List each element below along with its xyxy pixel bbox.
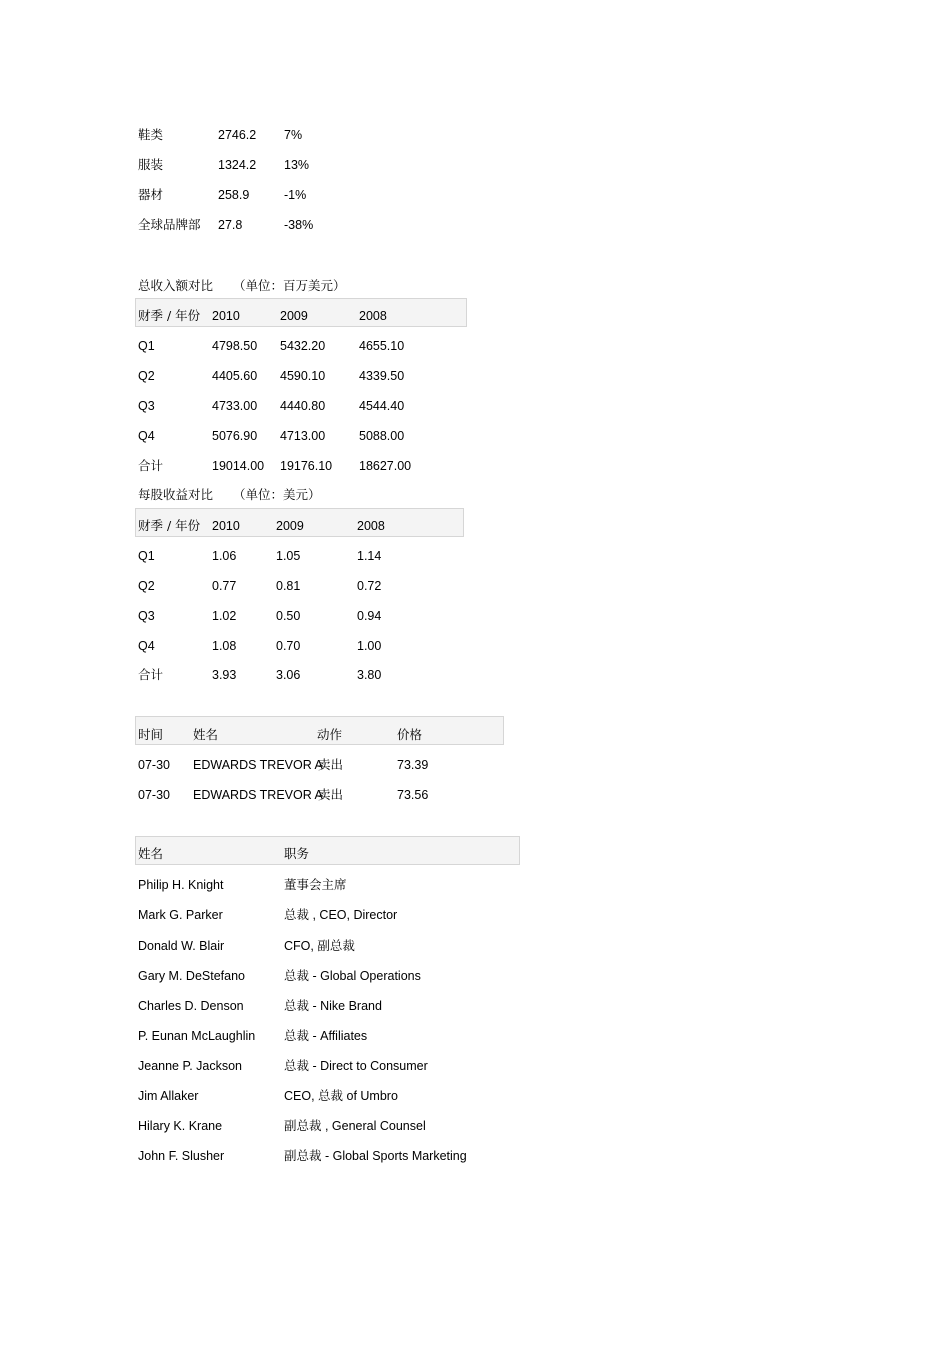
eps-title — [138, 485, 321, 505]
value-cell: 19176.10 — [280, 459, 333, 473]
person-name: Charles D. Denson — [138, 999, 244, 1013]
segment-value: 27.8 — [218, 218, 243, 232]
value-cell: 3.06 — [276, 668, 301, 682]
value-cell: 4339.50 — [359, 369, 405, 383]
column-header: 财季 / 年份 — [138, 308, 201, 323]
total-label: 合计 — [138, 458, 164, 473]
quarter-cell: Q2 — [138, 579, 155, 593]
segment-change: -38% — [284, 218, 314, 232]
value-cell: 19014.00 — [212, 459, 265, 473]
date-cell: 07-30 — [138, 758, 170, 772]
value-cell: 4798.50 — [212, 339, 258, 353]
price-cell: 73.39 — [397, 758, 429, 772]
quarter-cell: Q1 — [138, 549, 155, 563]
price-cell: 73.56 — [397, 788, 429, 802]
value-cell: 1.08 — [212, 639, 237, 653]
column-header: 姓名 — [138, 846, 164, 861]
revenue-title — [138, 276, 346, 296]
action-cell: 卖出 — [318, 757, 344, 772]
column-header: 2010 — [212, 519, 240, 533]
value-cell: 18627.00 — [359, 459, 412, 473]
person-name: John F. Slusher — [138, 1149, 225, 1163]
column-header: 价格 — [397, 727, 423, 742]
column-header: 时间 — [138, 727, 164, 742]
segment-name: 鞋类 — [138, 127, 164, 142]
column-header: 财季 / 年份 — [138, 518, 201, 533]
person-title: 总裁 - Global Operations — [284, 969, 421, 983]
value-cell: 0.94 — [357, 609, 382, 623]
value-cell: 4590.10 — [280, 369, 326, 383]
person-name: Mark G. Parker — [138, 908, 223, 922]
quarter-cell: Q3 — [138, 399, 155, 413]
value-cell: 0.81 — [276, 579, 301, 593]
person-name: Jim Allaker — [138, 1089, 199, 1103]
value-cell: 0.70 — [276, 639, 301, 653]
segment-name: 全球品牌部 — [138, 217, 201, 232]
value-cell: 0.72 — [357, 579, 382, 593]
value-cell: 3.80 — [357, 668, 382, 682]
value-cell: 4713.00 — [280, 429, 326, 443]
value-cell: 0.50 — [276, 609, 301, 623]
segment-value: 258.9 — [218, 188, 250, 202]
value-cell: 3.93 — [212, 668, 237, 682]
action-cell: 卖出 — [318, 787, 344, 802]
value-cell: 1.05 — [276, 549, 301, 563]
segment-change: -1% — [284, 188, 307, 202]
segment-change: 7% — [284, 128, 303, 142]
quarter-cell: Q4 — [138, 639, 155, 653]
value-cell: 5076.90 — [212, 429, 258, 443]
segment-name: 器材 — [138, 187, 164, 202]
column-header: 姓名 — [193, 727, 219, 742]
date-cell: 07-30 — [138, 788, 170, 802]
value-cell: 0.77 — [212, 579, 237, 593]
person-title: CEO, 总裁 of Umbro — [284, 1089, 398, 1103]
segment-value: 2746.2 — [218, 128, 257, 142]
column-header: 2009 — [280, 309, 308, 323]
segment-value: 1324.2 — [218, 158, 257, 172]
value-cell: 1.06 — [212, 549, 237, 563]
value-cell: 1.02 — [212, 609, 237, 623]
person-title: 董事会主席 — [284, 878, 347, 892]
column-header: 职务 — [284, 846, 310, 861]
name-cell: EDWARDS TREVOR A — [193, 788, 323, 802]
quarter-cell: Q2 — [138, 369, 155, 383]
value-cell: 1.14 — [357, 549, 382, 563]
person-name: Philip H. Knight — [138, 878, 224, 892]
name-cell: EDWARDS TREVOR A — [193, 758, 323, 772]
person-name: Hilary K. Krane — [138, 1119, 223, 1133]
segment-change: 13% — [284, 158, 310, 172]
column-header: 2009 — [276, 519, 304, 533]
quarter-cell: Q3 — [138, 609, 155, 623]
person-name: Jeanne P. Jackson — [138, 1059, 243, 1073]
eps-unit: （单位：美元） — [233, 487, 321, 502]
quarter-cell: Q1 — [138, 339, 155, 353]
person-name: P. Eunan McLaughlin — [138, 1029, 256, 1043]
value-cell: 4733.00 — [212, 399, 258, 413]
person-title: 总裁 - Affiliates — [284, 1029, 368, 1043]
person-title: 副总裁 , General Counsel — [284, 1119, 426, 1133]
value-cell: 5088.00 — [359, 429, 405, 443]
quarter-cell: Q4 — [138, 429, 155, 443]
person-title: 副总裁 - Global Sports Marketing — [284, 1149, 467, 1163]
value-cell: 1.00 — [357, 639, 382, 653]
person-title: 总裁 , CEO, Director — [284, 908, 398, 922]
column-header: 2008 — [357, 519, 385, 533]
column-header: 2008 — [359, 309, 387, 323]
value-cell: 4440.80 — [280, 399, 326, 413]
column-header: 动作 — [317, 727, 343, 742]
total-label: 合计 — [138, 667, 164, 682]
revenue-title-text: 总收入额对比 — [138, 278, 214, 293]
value-cell: 5432.20 — [280, 339, 326, 353]
value-cell: 4655.10 — [359, 339, 405, 353]
column-header: 2010 — [212, 309, 240, 323]
value-cell: 4544.40 — [359, 399, 405, 413]
person-title: 总裁 - Nike Brand — [284, 999, 382, 1013]
segment-name: 服装 — [138, 157, 164, 172]
revenue-unit: （单位：百万美元） — [233, 278, 346, 293]
person-name: Donald W. Blair — [138, 939, 225, 953]
table-header-bg — [135, 836, 520, 865]
person-title: 总裁 - Direct to Consumer — [284, 1059, 428, 1073]
person-name: Gary M. DeStefano — [138, 969, 245, 983]
eps-title-text: 每股收益对比 — [138, 487, 214, 502]
value-cell: 4405.60 — [212, 369, 258, 383]
person-title: CFO, 副总裁 — [284, 939, 355, 953]
